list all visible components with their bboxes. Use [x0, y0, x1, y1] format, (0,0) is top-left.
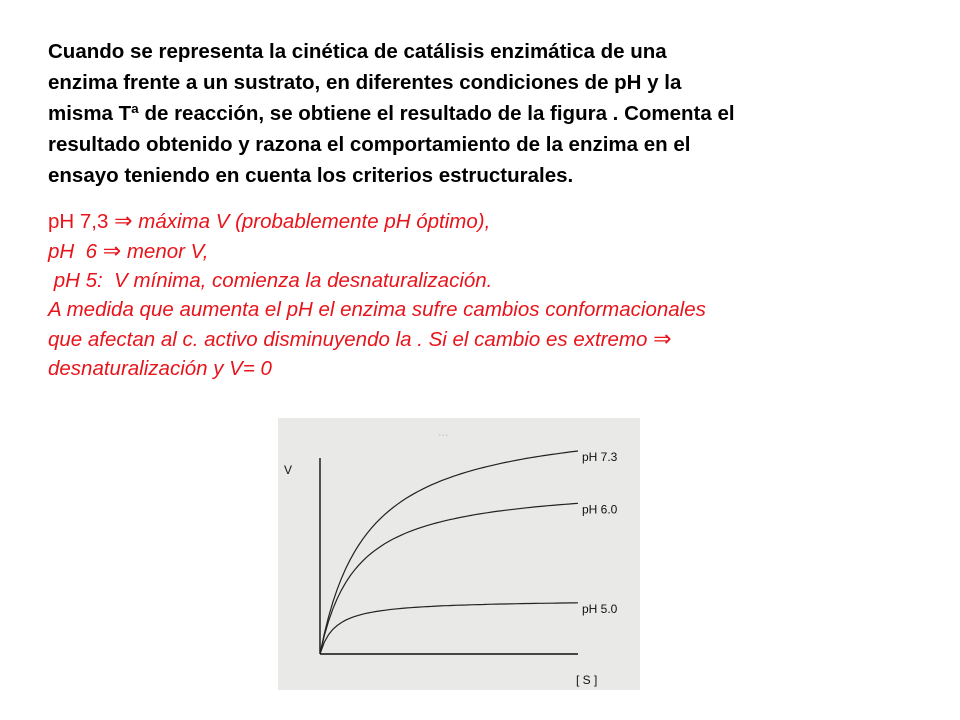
- series-curves: [320, 451, 578, 654]
- answer-text: [48, 206, 928, 383]
- question-line: enzima frente a un sustrato, en diferentes condiciones de pH y la: [48, 71, 682, 94]
- series-curve-ph-5-0: [320, 603, 578, 654]
- answer-line-2-rest: menor V,: [121, 240, 209, 263]
- series-label-ph-6-0: pH 6.0: [582, 502, 618, 517]
- answer-line-1-rest: máxima V (probablemente pH óptimo),: [132, 210, 491, 233]
- answer-line-3: pH 5: V mínima, comienza la desnaturalización.: [48, 269, 493, 292]
- question-line: Cuando se representa la cinética de catálisis enzimática de una: [48, 40, 667, 63]
- series-curve-ph-6-0: [320, 503, 578, 654]
- scan-background-texture: [438, 425, 449, 440]
- answer-line-6: desnaturalización y V= 0: [48, 357, 272, 380]
- answer-ph-6: pH 6: [48, 240, 103, 263]
- svg-text:...: ...: [438, 425, 449, 440]
- answer-line-1: [48, 206, 928, 236]
- question-line: resultado obtenido y razona el comportamiento de la enzima en el: [48, 133, 691, 156]
- series-label-ph-7-3: pH 7.3: [582, 449, 618, 464]
- kinetics-chart: [278, 418, 640, 690]
- implies-arrow-icon: ⇒: [102, 238, 122, 263]
- series-labels: [582, 450, 618, 616]
- question-line: misma Tª de reacción, se obtiene el resultado de la figura . Comenta el: [48, 102, 735, 125]
- x-axis-label: [ S ]: [576, 673, 598, 687]
- answer-line-4: A medida que aumenta el pH el enzima sufre cambios conformacionales: [48, 298, 706, 321]
- chart-axes: [284, 458, 597, 687]
- series-label-ph-5-0: pH 5.0: [582, 601, 618, 616]
- answer-line-2: [48, 236, 928, 266]
- answer-line-5: [48, 324, 928, 354]
- question-text: [48, 36, 908, 191]
- y-axis-label: V: [284, 463, 293, 477]
- question-line: ensayo teniendo en cuenta los criterios estructurales.: [48, 164, 574, 187]
- answer-line-5-text: que afectan al c. activo disminuyendo la . Si el cambio es extremo: [48, 328, 654, 351]
- implies-arrow-icon: ⇒: [114, 208, 133, 233]
- series-curve-ph-7-3: [320, 451, 578, 654]
- kinetics-figure: [278, 418, 640, 690]
- answer-ph-7-3: pH 7,3: [48, 210, 115, 233]
- implies-arrow-icon: ⇒: [653, 326, 672, 351]
